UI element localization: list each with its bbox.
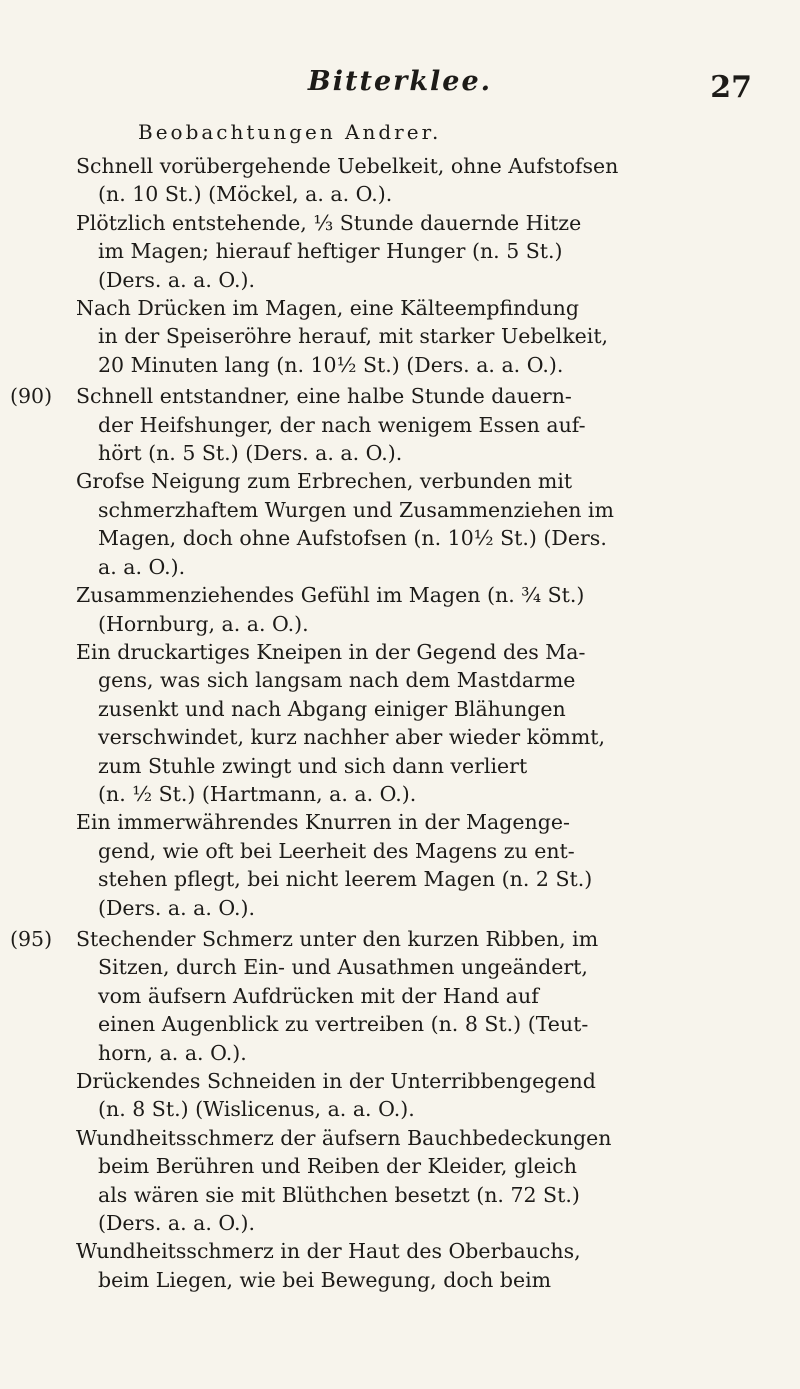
entry-line: zum Stuhle zwingt und sich dann verliert xyxy=(98,753,528,778)
entry-line: Wundheitsschmerz in der Haut des Oberbauchs, xyxy=(76,1239,581,1264)
entry-line: Zusammenziehendes Gefühl im Magen (n. ¾ St.) xyxy=(76,583,585,608)
entry-line: Ein immerwährendes Knurren in der Magenge- xyxy=(76,810,570,835)
entry-line: hört (n. 5 St.) (Ders. a. a. O.). xyxy=(98,441,403,466)
entry-number: (90) xyxy=(10,384,53,409)
entry-line: Schnell entstandner, eine halbe Stunde dauern- xyxy=(76,384,572,409)
entry-line: gens, was sich langsam nach dem Mastdarme xyxy=(98,668,576,693)
symptom-entry xyxy=(48,467,758,581)
entry-line: (n. 10 St.) (Möckel, a. a. O.). xyxy=(98,182,393,207)
symptom-entry xyxy=(48,294,758,379)
entry-line: (n. 8 St.) (Wislicenus, a. a. O.). xyxy=(98,1097,415,1122)
symptom-entry xyxy=(48,581,758,638)
entry-line: beim Berühren und Reiben der Kleider, gleich xyxy=(98,1154,577,1179)
entry-line: (Ders. a. a. O.). xyxy=(98,267,256,292)
entry-line: Drückendes Schneiden in der Unterribbengegend xyxy=(76,1069,596,1093)
entry-line: Magen, doch ohne Aufstofsen (n. 10½ St.) (Ders. xyxy=(98,526,607,551)
entry-line: (n. ½ St.) (Hartmann, a. a. O.). xyxy=(98,781,417,806)
entry-line: stehen pflegt, bei nicht leerem Magen (n. 2 St.) xyxy=(98,867,593,892)
entry-line: Stechender Schmerz unter den kurzen Ribben, im xyxy=(76,926,599,951)
entry-number: (95) xyxy=(10,926,53,951)
entry-line: Nach Drücken im Magen, eine Kälteempfindung xyxy=(76,296,579,321)
symptom-entry xyxy=(48,209,758,294)
entry-line: (Hornburg, a. a. O.). xyxy=(98,611,309,636)
section-heading: Beobachtungen Andrer. xyxy=(138,120,442,144)
page-number: 27 xyxy=(710,70,752,105)
entry-line: Ein druckartiges Kneipen in der Gegend des Ma- xyxy=(76,639,586,664)
entry-line: a. a. O.). xyxy=(98,554,186,579)
entry-line: horn, a. a. O.). xyxy=(98,1040,247,1065)
entry-line: 20 Minuten lang (n. 10½ St.) (Ders. a. a. O.). xyxy=(98,352,564,377)
symptom-entry xyxy=(48,152,758,209)
symptom-list xyxy=(10,152,758,1294)
symptom-entry xyxy=(48,1124,758,1238)
entry-line: verschwindet, kurz nachher aber wieder kömmt, xyxy=(98,725,606,750)
entry-line: Sitzen, durch Ein- und Ausathmen ungeändert, xyxy=(98,955,588,980)
entry-line: Schnell vorübergehende Uebelkeit, ohne Aufstofsen xyxy=(76,154,619,178)
entry-line: vom äufsern Aufdrücken mit der Hand auf xyxy=(98,983,539,1008)
running-title: Bitterklee. xyxy=(307,66,493,97)
entry-line: (Ders. a. a. O.). xyxy=(98,895,256,920)
entry-line: beim Liegen, wie bei Bewegung, doch beim xyxy=(98,1267,552,1292)
entry-line: Plötzlich entstehende, ⅓ Stunde dauernde Hitze xyxy=(76,210,582,235)
entry-line: in der Speiseröhre herauf, mit starker Uebelkeit, xyxy=(98,324,609,349)
entry-line: als wären sie mit Blüthchen besetzt (n. 72 St.) xyxy=(98,1182,580,1207)
symptom-entry xyxy=(48,808,758,922)
entry-line: (Ders. a. a. O.). xyxy=(98,1211,256,1236)
symptom-entry xyxy=(10,382,758,467)
entry-line: Grofse Neigung zum Erbrechen, verbunden mit xyxy=(76,469,573,494)
entry-line: zusenkt und nach Abgang einiger Blähungen xyxy=(98,696,566,721)
symptom-entry xyxy=(10,925,758,1067)
entry-line: der Heifshunger, der nach wenigem Essen auf- xyxy=(98,412,586,437)
entry-line: einen Augenblick zu vertreiben (n. 8 St.) (Teut- xyxy=(98,1012,589,1037)
entry-line: im Magen; hierauf heftiger Hunger (n. 5 St.) xyxy=(98,239,563,264)
symptom-entry xyxy=(48,638,758,808)
entry-line: schmerzhaftem Wurgen und Zusammenziehen im xyxy=(98,497,614,522)
symptom-entry xyxy=(48,1237,758,1294)
entry-line: gend, wie oft bei Leerheit des Magens zu ent- xyxy=(98,838,575,863)
entry-line: Wundheitsschmerz der äufsern Bauchbedeckungen xyxy=(76,1125,612,1150)
symptom-entry xyxy=(48,1067,758,1124)
